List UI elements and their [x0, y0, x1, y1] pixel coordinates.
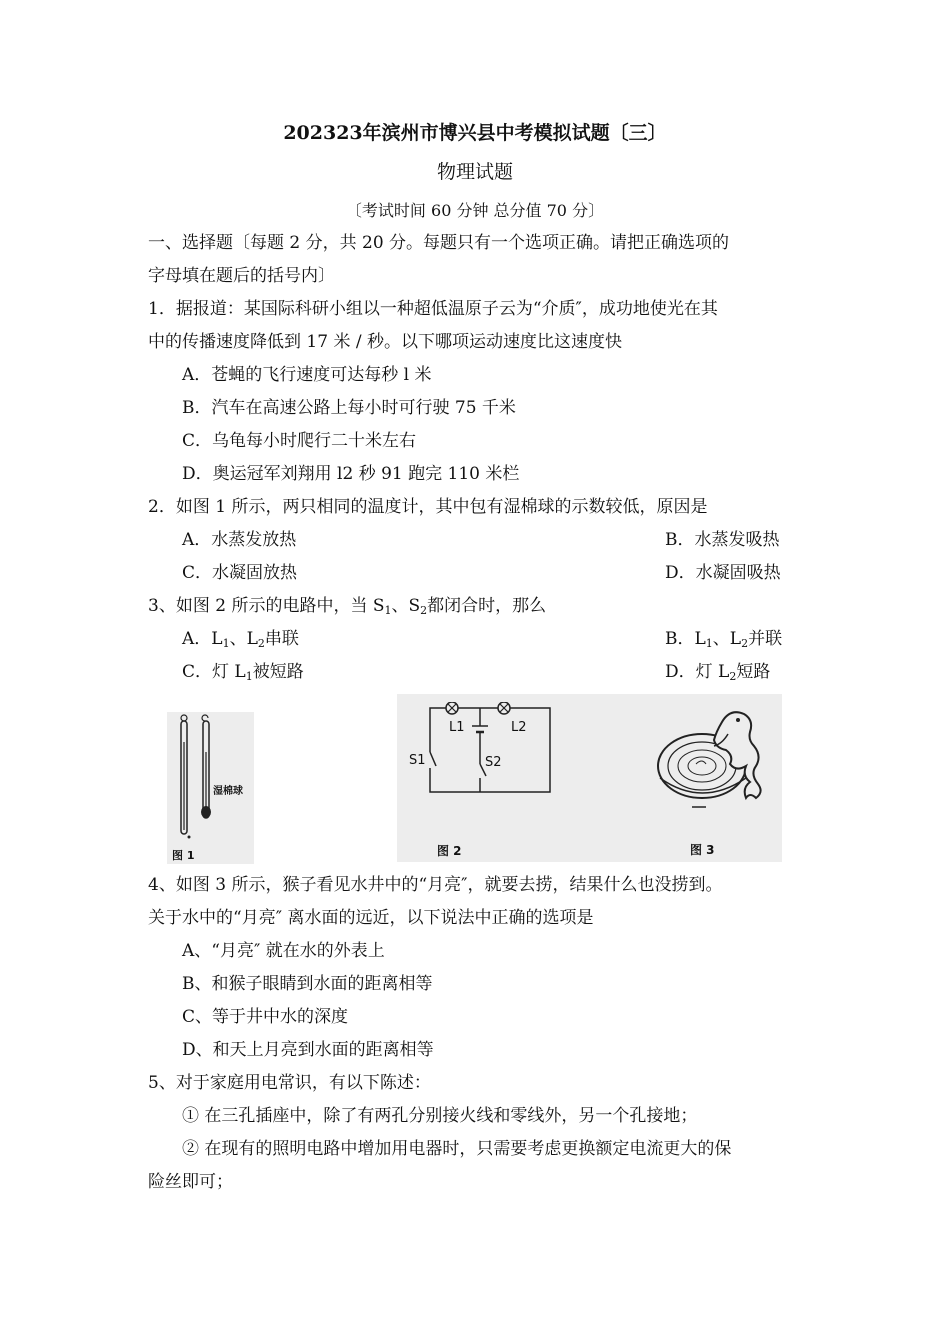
- question-3-stem: 3、如图 2 所示的电路中，当 $S_1$、$S_2$都闭合时，那么: [148, 596, 547, 617]
- figure-2-label-s2: S2: [485, 755, 502, 770]
- question-4-option-c: C、等于井中水的深度: [182, 1007, 349, 1027]
- question-4-option-a: A、“月亮″ 就在水的外表上: [182, 941, 385, 961]
- figure-3-caption: 图 3: [690, 843, 715, 857]
- question-3-option-a: A．$L_1$、$L_2$串联: [182, 629, 299, 650]
- figure-2-label-l1: L1: [449, 720, 465, 735]
- question-1-option-a: A．苍蝇的飞行速度可达每秒 l 米: [182, 365, 432, 385]
- question-1-option-c: C．乌龟每小时爬行二十米左右: [182, 431, 417, 451]
- question-5-item-1: ① 在三孔插座中，除了有两孔分别接火线和零线外，另一个孔接地；: [182, 1106, 698, 1126]
- section-heading-cont: 字母填在题后的括号内〕: [148, 266, 335, 286]
- question-3-option-c: C．灯 $L_1$被短路: [182, 662, 304, 683]
- question-5-item-2-cont: 险丝即可；: [148, 1172, 233, 1192]
- question-3-option-d: D．灯 $L_2$短路: [665, 662, 771, 683]
- question-2-option-d: D．水凝固吸热: [665, 563, 781, 583]
- question-1-option-b: B．汽车在高速公路上每小时可行驶 75 千米: [182, 398, 516, 418]
- figure-1-caption: 图 1: [172, 849, 195, 862]
- figure-3-well-monkey: [652, 704, 782, 824]
- question-1-option-d: D．奥运冠军刘翔用 l2 秒 91 跑完 110 米栏: [182, 464, 520, 484]
- figure-2-label-s1: S1: [409, 753, 426, 768]
- figure-2-caption: 图 2: [437, 844, 462, 858]
- question-4-stem-cont: 关于水中的“月亮″ 离水面的远近，以下说法中正确的选项是: [148, 908, 594, 928]
- question-4-option-b: B、和猴子眼睛到水面的距离相等: [182, 974, 433, 994]
- question-1-stem-cont: 中的传播速度降低到 17 米 / 秒。以下哪项运动速度比这速度快: [148, 332, 622, 352]
- exam-subtitle: 物理试题: [436, 161, 513, 183]
- figure-2-label-l2: L2: [511, 720, 527, 735]
- question-5-item-2: ② 在现有的照明电路中增加用电器时，只需要考虑更换额定电流更大的保: [182, 1139, 732, 1159]
- question-2-option-c: C．水凝固放热: [182, 563, 298, 583]
- figure-1-wet-ball-label: 湿棉球: [213, 786, 243, 797]
- question-2-option-a: A．水蒸发放热: [182, 530, 297, 550]
- question-4-option-d: D、和天上月亮到水面的距离相等: [182, 1040, 434, 1060]
- question-1-stem: 1．据报道：某国际科研小组以一种超低温原子云为“介质″，成功地使光在其: [148, 299, 718, 319]
- question-4-stem: 4、如图 3 所示，猴子看见水井中的“月亮″，就要去捞，结果什么也没捞到。: [148, 875, 723, 895]
- question-2-stem: 2．如图 1 所示，两只相同的温度计，其中包有湿棉球的示数较低，原因是: [148, 497, 708, 517]
- question-3-option-b: B．$L_1$、$L_2$并联: [665, 629, 783, 650]
- section-heading: 一、选择题〔每题 2 分，共 20 分。每题只有一个选项正确。请把正确选项的: [148, 233, 730, 253]
- figure-1-thermometers: [167, 712, 254, 864]
- question-5-stem: 5、对于家庭用电常识，有以下陈述：: [148, 1073, 431, 1093]
- figures-2-3-panel: [397, 694, 782, 862]
- figure-2-circuit: [422, 702, 582, 812]
- exam-info: 〔考试时间 60 分钟 总分值 70 分〕: [345, 201, 605, 220]
- question-2-option-b: B．水蒸发吸热: [665, 530, 780, 550]
- exam-title: 202323年滨州市博兴县中考模拟试题〔三〕: [283, 122, 667, 144]
